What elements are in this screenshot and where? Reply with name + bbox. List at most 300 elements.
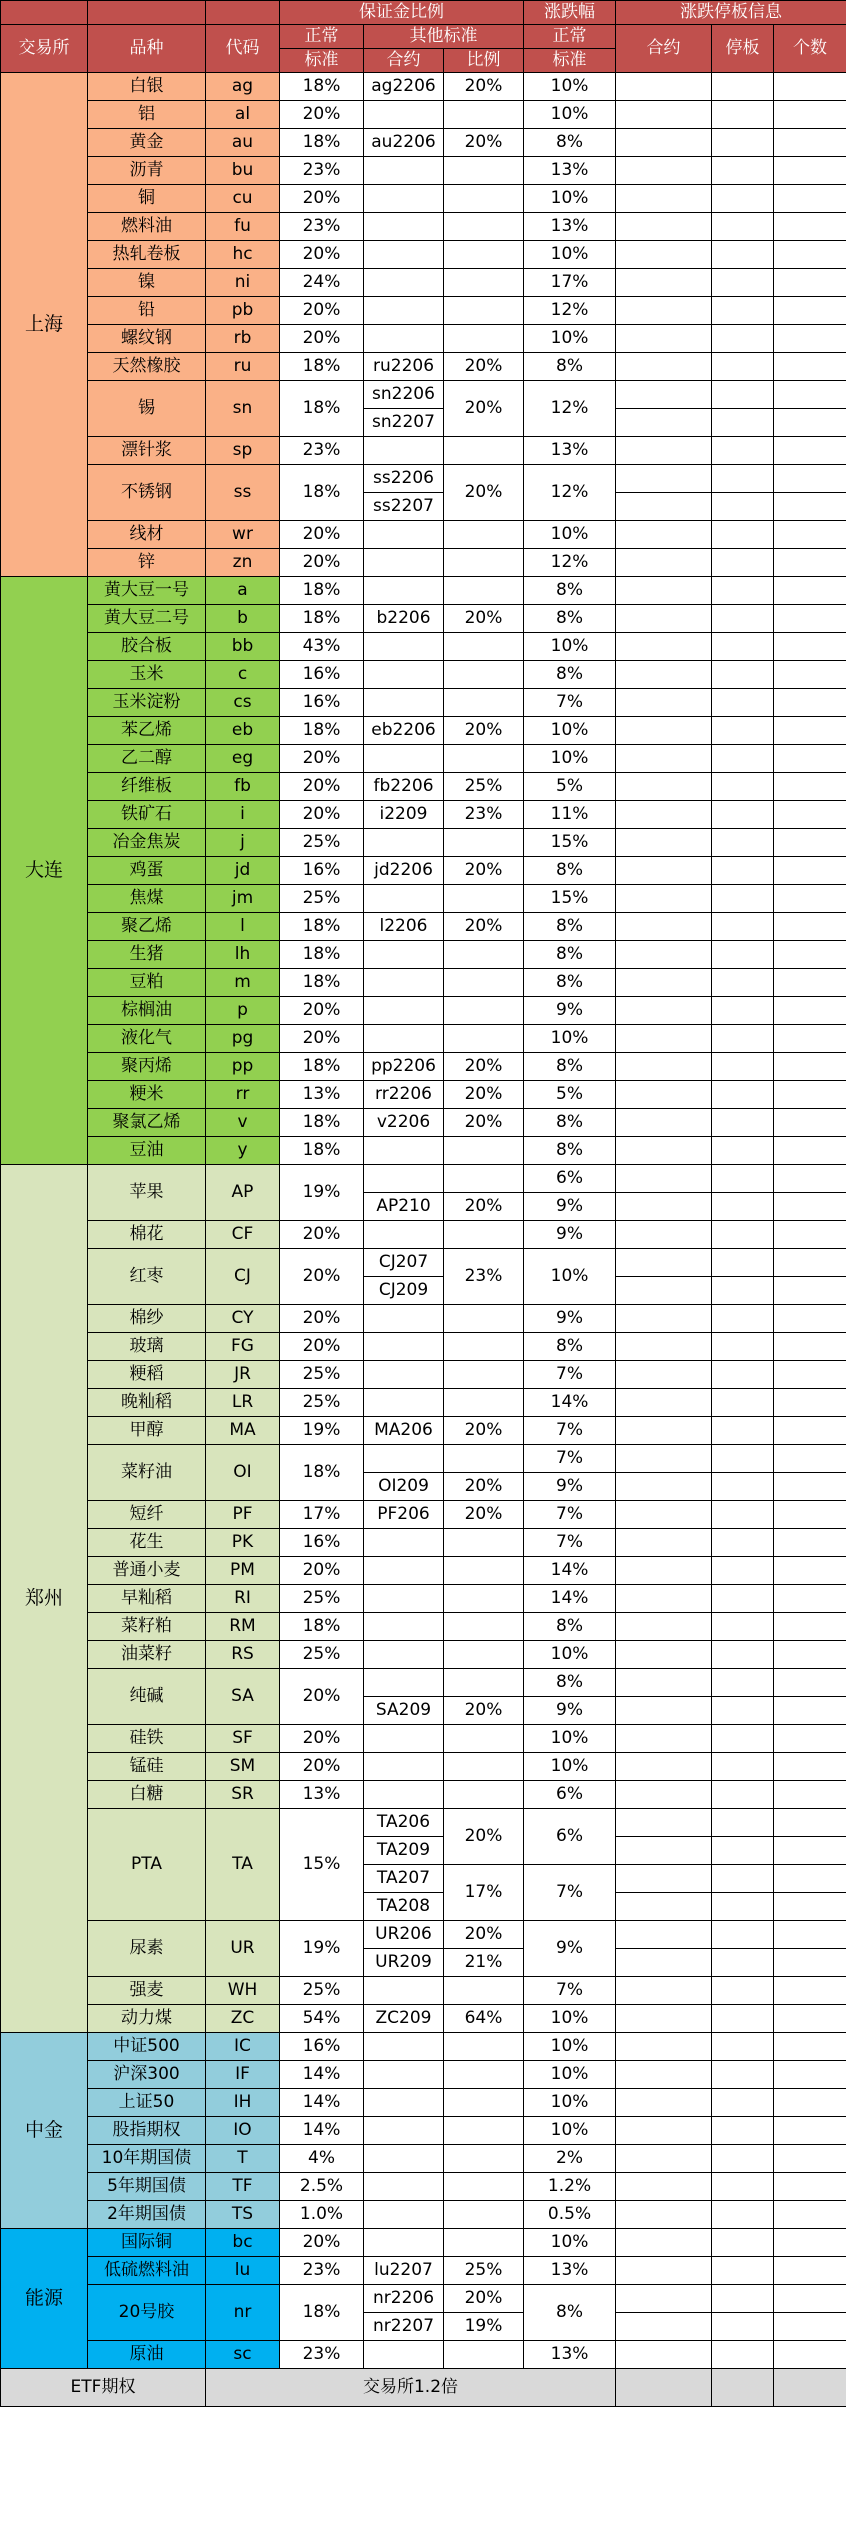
stop-contract (616, 2257, 712, 2285)
stop-count (774, 1529, 846, 1557)
limit-standard: 15% (524, 885, 616, 913)
stop-board (712, 101, 774, 129)
limit-standard: 10% (524, 185, 616, 213)
limit-standard: 10% (524, 2089, 616, 2117)
stop-count (774, 913, 846, 941)
header-standard: 标准 (280, 49, 364, 73)
stop-count (774, 1109, 846, 1137)
variety-code: FG (206, 1333, 280, 1361)
variety-code: au (206, 129, 280, 157)
other-contract (364, 157, 444, 185)
limit-standard: 13% (524, 2257, 616, 2285)
stop-board (712, 1389, 774, 1417)
margin-standard: 25% (280, 829, 364, 857)
stop-contract (616, 2005, 712, 2033)
stop-board (712, 2089, 774, 2117)
other-contract (364, 1753, 444, 1781)
other-contract: CJ207 (364, 1249, 444, 1277)
margin-standard: 23% (280, 157, 364, 185)
variety-name: 强麦 (88, 1977, 206, 2005)
stop-contract (616, 633, 712, 661)
variety-code: al (206, 101, 280, 129)
other-ratio: 25% (444, 773, 524, 801)
limit-standard: 14% (524, 1557, 616, 1585)
stop-board (712, 829, 774, 857)
variety-name: 玉米淀粉 (88, 689, 206, 717)
other-ratio: 20% (444, 353, 524, 381)
other-ratio: 20% (444, 381, 524, 437)
other-contract: au2206 (364, 129, 444, 157)
other-contract: TA209 (364, 1837, 444, 1865)
variety-code: SF (206, 1725, 280, 1753)
exchange-zhengzhou: 郑州 (1, 1165, 88, 2033)
stop-count (774, 2089, 846, 2117)
stop-count (774, 213, 846, 241)
margin-standard: 20% (280, 1221, 364, 1249)
limit-standard: 10% (524, 241, 616, 269)
variety-code: pb (206, 297, 280, 325)
stop-count (774, 2173, 846, 2201)
variety-name: 白银 (88, 73, 206, 101)
margin-standard: 20% (280, 1725, 364, 1753)
other-ratio (444, 661, 524, 689)
stop-count (774, 2033, 846, 2061)
stop-board (712, 1473, 774, 1501)
variety-code: AP (206, 1165, 280, 1221)
variety-name: 10年期国债 (88, 2145, 206, 2173)
variety-name: 黄金 (88, 129, 206, 157)
stop-board (712, 241, 774, 269)
stop-contract (616, 829, 712, 857)
stop-board (712, 73, 774, 101)
variety-code: JR (206, 1361, 280, 1389)
stop-board (712, 1669, 774, 1697)
limit-standard: 10% (524, 521, 616, 549)
margin-standard: 20% (280, 1249, 364, 1305)
margin-standard: 18% (280, 73, 364, 101)
stop-contract (616, 1697, 712, 1725)
limit-standard: 9% (524, 1473, 616, 1501)
other-contract (364, 269, 444, 297)
stop-count (774, 1221, 846, 1249)
other-contract (364, 1389, 444, 1417)
variety-name: 天然橡胶 (88, 353, 206, 381)
stop-contract (616, 1305, 712, 1333)
other-ratio (444, 1389, 524, 1417)
stop-count (774, 2229, 846, 2257)
other-contract: sn2206 (364, 381, 444, 409)
stop-contract (616, 1921, 712, 1949)
other-ratio: 17% (444, 1865, 524, 1921)
stop-board (712, 2201, 774, 2229)
limit-standard: 5% (524, 1081, 616, 1109)
limit-standard: 13% (524, 2341, 616, 2369)
stop-board (712, 381, 774, 409)
stop-board (712, 1333, 774, 1361)
other-ratio: 21% (444, 1949, 524, 1977)
other-ratio (444, 185, 524, 213)
margin-standard: 18% (280, 1137, 364, 1165)
stop-contract (616, 465, 712, 493)
stop-count (774, 2285, 846, 2313)
other-contract (364, 1781, 444, 1809)
other-ratio (444, 2173, 524, 2201)
stop-count (774, 885, 846, 913)
stop-contract (616, 353, 712, 381)
other-contract: pp2206 (364, 1053, 444, 1081)
variety-name: 晚籼稻 (88, 1389, 206, 1417)
stop-board (712, 1417, 774, 1445)
other-ratio: 20% (444, 1081, 524, 1109)
other-contract (364, 661, 444, 689)
margin-standard: 18% (280, 717, 364, 745)
other-ratio: 20% (444, 1501, 524, 1529)
limit-standard: 7% (524, 1865, 616, 1921)
stop-contract (616, 1389, 712, 1417)
other-contract: ss2206 (364, 465, 444, 493)
variety-code: pp (206, 1053, 280, 1081)
stop-contract (616, 73, 712, 101)
stop-contract (616, 1417, 712, 1445)
margin-standard: 18% (280, 1053, 364, 1081)
stop-board (712, 1501, 774, 1529)
stop-count (774, 969, 846, 997)
stop-board (712, 1809, 774, 1837)
variety-code: ZC (206, 2005, 280, 2033)
stop-board (712, 1445, 774, 1473)
stop-count (774, 1921, 846, 1949)
stop-board (712, 857, 774, 885)
variety-name: 聚丙烯 (88, 1053, 206, 1081)
variety-code: IO (206, 2117, 280, 2145)
header-stop-board: 停板 (712, 25, 774, 73)
stop-board (712, 661, 774, 689)
other-ratio (444, 885, 524, 913)
stop-contract (616, 1081, 712, 1109)
stop-board (712, 2229, 774, 2257)
other-ratio (444, 1725, 524, 1753)
limit-standard: 10% (524, 2033, 616, 2061)
header-limit-group: 涨跌幅 (524, 1, 616, 25)
limit-standard: 6% (524, 1809, 616, 1865)
other-contract (364, 1025, 444, 1053)
stop-board (712, 1865, 774, 1893)
other-contract: l2206 (364, 913, 444, 941)
variety-name: 油菜籽 (88, 1641, 206, 1669)
header-code: 代码 (206, 25, 280, 73)
variety-name: 棉纱 (88, 1305, 206, 1333)
stop-board (712, 521, 774, 549)
variety-code: m (206, 969, 280, 997)
variety-code: rb (206, 325, 280, 353)
other-contract: jd2206 (364, 857, 444, 885)
other-ratio: 20% (444, 857, 524, 885)
margin-standard: 1.0% (280, 2201, 364, 2229)
etf-text: 交易所1.2倍 (206, 2369, 616, 2407)
stop-count (774, 437, 846, 465)
stop-count (774, 857, 846, 885)
other-ratio (444, 689, 524, 717)
variety-code: sc (206, 2341, 280, 2369)
margin-standard: 19% (280, 1165, 364, 1221)
variety-code: cs (206, 689, 280, 717)
other-contract: nr2207 (364, 2313, 444, 2341)
variety-code: ru (206, 353, 280, 381)
limit-standard: 7% (524, 689, 616, 717)
limit-standard: 10% (524, 633, 616, 661)
stop-count (774, 1837, 846, 1865)
limit-standard: 10% (524, 1025, 616, 1053)
stop-board (712, 353, 774, 381)
margin-standard: 25% (280, 885, 364, 913)
stop-count (774, 1389, 846, 1417)
margin-standard: 19% (280, 1417, 364, 1445)
variety-code: sn (206, 381, 280, 437)
other-ratio (444, 829, 524, 857)
limit-standard: 8% (524, 353, 616, 381)
stop-contract (616, 1221, 712, 1249)
other-ratio (444, 1221, 524, 1249)
stop-board (712, 1137, 774, 1165)
variety-name: 锌 (88, 549, 206, 577)
limit-standard: 10% (524, 325, 616, 353)
other-contract (364, 745, 444, 773)
variety-name: 鸡蛋 (88, 857, 206, 885)
limit-standard: 8% (524, 1333, 616, 1361)
stop-board (712, 2061, 774, 2089)
exchange-shanghai: 上海 (1, 73, 88, 577)
limit-standard: 10% (524, 1641, 616, 1669)
other-contract: v2206 (364, 1109, 444, 1137)
variety-name: 粳米 (88, 1081, 206, 1109)
other-contract (364, 969, 444, 997)
other-contract (364, 829, 444, 857)
other-ratio (444, 633, 524, 661)
other-ratio (444, 269, 524, 297)
variety-code: v (206, 1109, 280, 1137)
header-contract: 合约 (364, 49, 444, 73)
limit-standard: 9% (524, 1305, 616, 1333)
other-ratio: 20% (444, 1417, 524, 1445)
other-contract: ss2207 (364, 493, 444, 521)
stop-board (712, 745, 774, 773)
variety-name: 早籼稻 (88, 1585, 206, 1613)
variety-code: wr (206, 521, 280, 549)
stop-contract (616, 1165, 712, 1193)
variety-name: 玉米 (88, 661, 206, 689)
other-contract: OI209 (364, 1473, 444, 1501)
stop-contract (616, 2201, 712, 2229)
other-ratio: 20% (444, 717, 524, 745)
other-ratio (444, 1781, 524, 1809)
variety-code: jd (206, 857, 280, 885)
variety-name: 菜籽粕 (88, 1613, 206, 1641)
limit-standard: 8% (524, 605, 616, 633)
stop-board (712, 1305, 774, 1333)
stop-count (774, 269, 846, 297)
variety-name: 粳稻 (88, 1361, 206, 1389)
stop-count (774, 185, 846, 213)
limit-standard: 10% (524, 1725, 616, 1753)
other-ratio: 20% (444, 913, 524, 941)
variety-name: 棕榈油 (88, 997, 206, 1025)
stop-board (712, 2033, 774, 2061)
other-ratio: 20% (444, 1473, 524, 1501)
other-contract (364, 941, 444, 969)
margin-standard: 16% (280, 661, 364, 689)
other-ratio (444, 157, 524, 185)
stop-board (712, 129, 774, 157)
other-contract (364, 437, 444, 465)
margin-standard: 20% (280, 773, 364, 801)
other-contract (364, 213, 444, 241)
margin-standard: 4% (280, 2145, 364, 2173)
variety-code: rr (206, 1081, 280, 1109)
stop-contract (616, 2313, 712, 2341)
variety-name: 黄大豆二号 (88, 605, 206, 633)
stop-board (712, 633, 774, 661)
other-contract: sn2207 (364, 409, 444, 437)
limit-standard: 13% (524, 157, 616, 185)
stop-board (712, 941, 774, 969)
variety-code: cu (206, 185, 280, 213)
stop-contract (616, 1445, 712, 1473)
other-contract (364, 2201, 444, 2229)
margin-standard: 20% (280, 325, 364, 353)
stop-count (774, 1501, 846, 1529)
stop-contract (616, 1137, 712, 1165)
other-contract (364, 1613, 444, 1641)
stop-board (712, 2005, 774, 2033)
other-contract: MA206 (364, 1417, 444, 1445)
stop-contract (616, 1809, 712, 1837)
other-ratio (444, 2117, 524, 2145)
limit-standard: 12% (524, 297, 616, 325)
variety-code: IF (206, 2061, 280, 2089)
stop-board (712, 1641, 774, 1669)
variety-code: PM (206, 1557, 280, 1585)
limit-standard: 8% (524, 1669, 616, 1697)
header-normal: 正常 (280, 25, 364, 49)
variety-name: 热轧卷板 (88, 241, 206, 269)
stop-board (712, 885, 774, 913)
stop-board (712, 2369, 774, 2407)
stop-board (712, 997, 774, 1025)
stop-board (712, 2173, 774, 2201)
limit-standard: 2% (524, 2145, 616, 2173)
stop-contract (616, 1361, 712, 1389)
other-contract (364, 325, 444, 353)
variety-name: 乙二醇 (88, 745, 206, 773)
other-ratio: 20% (444, 1053, 524, 1081)
stop-count (774, 2341, 846, 2369)
margin-standard: 18% (280, 605, 364, 633)
stop-count (774, 1725, 846, 1753)
variety-code: ss (206, 465, 280, 521)
variety-name: 20号胶 (88, 2285, 206, 2341)
other-ratio: 20% (444, 1809, 524, 1865)
variety-name: 焦煤 (88, 885, 206, 913)
header-exchange: 交易所 (1, 25, 88, 73)
other-ratio: 20% (444, 1193, 524, 1221)
other-contract (364, 633, 444, 661)
variety-name: 5年期国债 (88, 2173, 206, 2201)
stop-contract (616, 549, 712, 577)
stop-count (774, 661, 846, 689)
other-ratio (444, 1585, 524, 1613)
limit-standard: 10% (524, 2005, 616, 2033)
stop-contract (616, 1277, 712, 1305)
stop-count (774, 521, 846, 549)
stop-count (774, 1865, 846, 1893)
margin-standard: 18% (280, 381, 364, 437)
other-ratio (444, 213, 524, 241)
other-ratio (444, 549, 524, 577)
stop-contract (616, 2033, 712, 2061)
variety-name: 中证500 (88, 2033, 206, 2061)
stop-board (712, 2257, 774, 2285)
stop-board (712, 801, 774, 829)
other-ratio (444, 577, 524, 605)
other-ratio (444, 2229, 524, 2257)
margin-standard: 13% (280, 1781, 364, 1809)
variety-name: 沥青 (88, 157, 206, 185)
other-contract: TA206 (364, 1809, 444, 1837)
margin-standard: 23% (280, 437, 364, 465)
limit-standard: 17% (524, 269, 616, 297)
variety-code: b (206, 605, 280, 633)
stop-contract (616, 1053, 712, 1081)
variety-name: 2年期国债 (88, 2201, 206, 2229)
variety-code: a (206, 577, 280, 605)
other-contract: eb2206 (364, 717, 444, 745)
margin-standard: 20% (280, 521, 364, 549)
variety-name: 国际铜 (88, 2229, 206, 2257)
margin-standard: 18% (280, 941, 364, 969)
stop-board (712, 2145, 774, 2173)
stop-count (774, 577, 846, 605)
limit-standard: 12% (524, 549, 616, 577)
variety-name: 花生 (88, 1529, 206, 1557)
variety-name: PTA (88, 1809, 206, 1921)
other-ratio (444, 437, 524, 465)
limit-standard: 8% (524, 1613, 616, 1641)
other-contract: lu2207 (364, 2257, 444, 2285)
stop-contract (616, 1893, 712, 1921)
stop-count (774, 1697, 846, 1725)
limit-standard: 9% (524, 1697, 616, 1725)
other-contract: SA209 (364, 1697, 444, 1725)
other-contract (364, 2089, 444, 2117)
stop-count (774, 1977, 846, 2005)
other-ratio (444, 297, 524, 325)
other-contract (364, 577, 444, 605)
other-contract: fb2206 (364, 773, 444, 801)
stop-board (712, 1585, 774, 1613)
variety-code: lu (206, 2257, 280, 2285)
stop-count (774, 2061, 846, 2089)
margin-standard: 18% (280, 913, 364, 941)
variety-name: 镍 (88, 269, 206, 297)
stop-count (774, 1053, 846, 1081)
other-contract (364, 1165, 444, 1193)
other-contract: PF206 (364, 1501, 444, 1529)
stop-count (774, 1473, 846, 1501)
other-ratio (444, 2089, 524, 2117)
variety-name: 铜 (88, 185, 206, 213)
other-contract (364, 1641, 444, 1669)
limit-standard: 8% (524, 577, 616, 605)
